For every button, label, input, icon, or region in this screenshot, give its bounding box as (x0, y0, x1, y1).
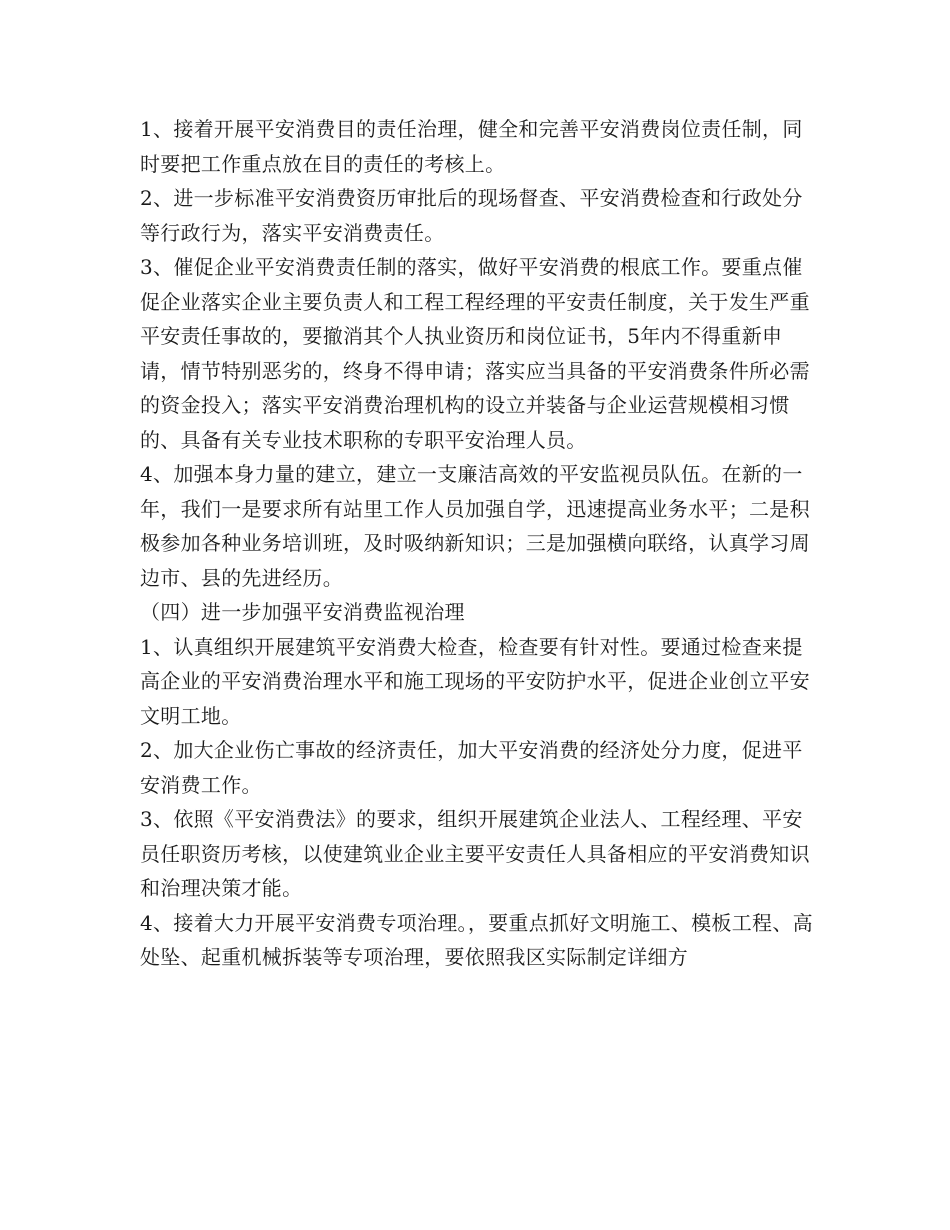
section-heading: （四）进一步加强平安消费监视治理 (140, 600, 465, 624)
paragraph-1: 1、接着开展平安消费目的责任治理，健全和完善平安消费岗位责任制，同时要把工作重点放在目的责任的考核上。 (140, 117, 803, 176)
paragraph-8: 4、接着大力开展平安消费专项治理。，要重点抓好文明施工、模板工程、高处坠、起重机械拆装等专项治理，要依照我区实际制定详细方 (140, 910, 813, 969)
paragraph-5: 1、认真组织开展建筑平安消费大检查，检查要有针对性。要通过检查来提高企业的平安消费治理水平和施工现场的平安防护水平，促进企业创立平安文明工地。 (140, 634, 810, 728)
paragraph-6: 2、加大企业伤亡事故的经济责任，加大平安消费的经济处分力度，促进平安消费工作。 (140, 738, 803, 797)
paragraph-2: 2、进一步标准平安消费资历审批后的现场督查、平安消费检查和行政处分等行政行为，落实平安消费责任。 (140, 186, 803, 245)
paragraph-4: 4、加强本身力量的建立，建立一支廉洁高效的平安监视员队伍。在新的一年，我们一是要求所有站里工作人员加强自学，迅速提高业务水平；二是积极参加各种业务培训班，及时吸纳新知识；三是加强横向联络，认真学习周边市、县的先进经历。 (140, 462, 810, 590)
paragraph-7: 3、依照《平安消费法》的要求，组织开展建筑企业法人、工程经理、平安员任职资历考核，以使建筑业企业主要平安责任人具备相应的平安消费知识和治理决策才能。 (140, 807, 810, 900)
document-body (140, 112, 820, 975)
paragraph-3: 3、催促企业平安消费责任制的落实，做好平安消费的根底工作。要重点催促企业落实企业主要负责人和工程工程经理的平安责任制度，关于发生严重平安责任事故的，要撤消其个人执业资历和岗位证书，5年内不得重新申请，情节特别恶劣的，终身不得申请；落实应当具备的平安消费条件所必需的资金投入；落实平安消费治理机构的设立并装备与企业运营规模相习惯的、具备有关专业技术职称的专职平安治理人员。 (140, 255, 810, 452)
